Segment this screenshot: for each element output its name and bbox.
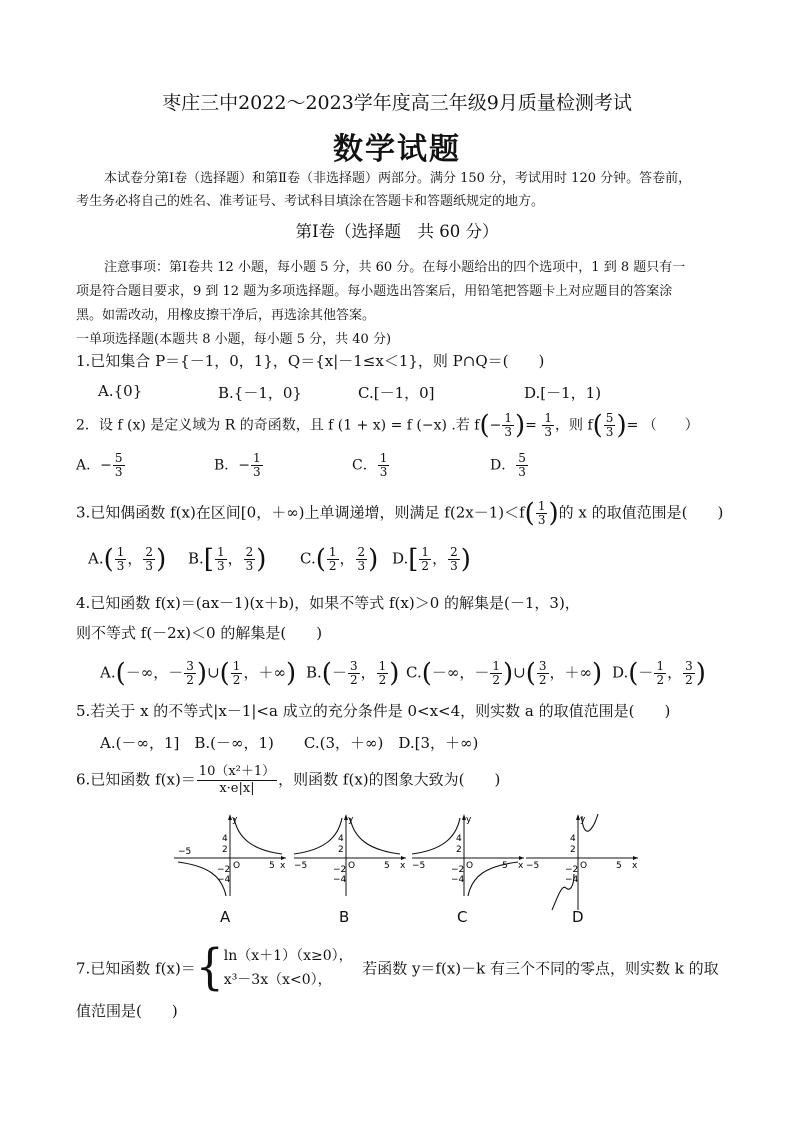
svg-text:O: O bbox=[348, 861, 356, 871]
q7-case-2: x³－3x（x<0）， bbox=[223, 972, 332, 988]
svg-text:O: O bbox=[233, 861, 241, 871]
notice-line-1: 注意事项：第Ⅰ卷共 12 小题，每小题 5 分，共 60 分。在每小题给出的四个选项中，1 到 8 题只有一 bbox=[104, 260, 686, 275]
q4-option-c: C.(－∞，－ $\frac{1}{2}$ )∪( $\frac{3}{2}$ ，＋∞) bbox=[406, 658, 603, 689]
svg-text:x: x bbox=[400, 861, 406, 871]
svg-text:2: 2 bbox=[570, 845, 576, 855]
subject-title: 数学试题 bbox=[333, 132, 461, 167]
q2-option-d: D． $\frac{5}{3}$ bbox=[490, 451, 526, 479]
q6-graph-d bbox=[522, 812, 640, 912]
q6-graph-label-d: D bbox=[572, 908, 584, 926]
q1-option-b: B.{－1，0} bbox=[218, 384, 302, 402]
q3-option-b: B.[ $\frac{1}{3}$ ， $\frac{2}{3}$ ) bbox=[188, 544, 267, 575]
svg-text:−2: −2 bbox=[217, 865, 231, 875]
q2-option-c: C． $\frac{1}{3}$ bbox=[352, 451, 388, 479]
exam-title: 枣庄三中2022～2023学年度高三年级9月质量检测考试 bbox=[162, 92, 632, 114]
svg-text:5: 5 bbox=[502, 861, 508, 871]
q4-option-b: B.(－ $\frac{3}{2}$ ， $\frac{1}{2}$ ) bbox=[306, 658, 400, 689]
svg-text:−4: −4 bbox=[565, 875, 579, 885]
svg-text:2: 2 bbox=[222, 845, 228, 855]
q5-options: A.(－∞，1] B.(－∞，1) C.(3，＋∞) D.[3，＋∞) bbox=[100, 734, 479, 752]
intro-line-2: 考生务必将自己的姓名、准考证号、考试科目填涂在答题卡和答题纸规定的地方。 bbox=[76, 194, 545, 209]
svg-text:y: y bbox=[580, 815, 586, 825]
svg-text:5: 5 bbox=[269, 861, 275, 871]
notice-line-3: 黑。如需改动，用橡皮擦干净后，再选涂其他答案。 bbox=[76, 308, 376, 323]
svg-text:−4: −4 bbox=[217, 875, 231, 885]
svg-text:y: y bbox=[348, 815, 354, 825]
q4-stem-2: 则不等式 f(－2x)＜0 的解集是( ) bbox=[76, 624, 323, 642]
q2-option-b: B．− $\frac{1}{3}$ bbox=[214, 451, 261, 479]
svg-text:−2: −2 bbox=[333, 865, 347, 875]
svg-text:−4: −4 bbox=[333, 875, 347, 885]
svg-text:−5: −5 bbox=[178, 847, 192, 857]
q4-option-d: D.(－ $\frac{1}{2}$ ， $\frac{3}{2}$ ) bbox=[612, 658, 706, 689]
svg-text:O: O bbox=[580, 861, 588, 871]
intro-line-1: 本试卷分第Ⅰ卷（选择题）和第Ⅱ卷（非选择题）两部分。满分 150 分，考试用时 120 分钟。答卷前， bbox=[104, 171, 692, 186]
svg-text:4: 4 bbox=[338, 834, 344, 844]
svg-text:−5: −5 bbox=[294, 861, 308, 871]
q7-stem-2: 值范围是( ) bbox=[76, 1002, 178, 1020]
q6-graph-a bbox=[170, 812, 288, 898]
q5-stem: 5.若关于 x 的不等式|x－1|<a 成立的充分条件是 0<x<4，则实数 a 的取值范围是( ) bbox=[76, 702, 671, 720]
q7-case-1: ln（x＋1）（x≥0）， bbox=[223, 948, 353, 964]
svg-text:2: 2 bbox=[456, 845, 462, 855]
q6-graph-c bbox=[408, 812, 526, 898]
svg-text:y: y bbox=[232, 815, 238, 825]
q3-option-d: D.[ $\frac{1}{2}$ ， $\frac{2}{3}$ ) bbox=[392, 544, 471, 575]
part-label: 一单项选择题(本题共 8 小题，每小题 5 分，共 40 分) bbox=[76, 332, 392, 347]
q3-option-a: A.( $\frac{1}{3}$ ， $\frac{2}{3}$ ) bbox=[88, 544, 167, 575]
notice-line-2: 项是符合题目要求，9 到 12 题为多项选择题。每小题选出答案后，用铅笔把答题卡上对应题目的答案涂 bbox=[76, 284, 673, 299]
svg-text:−2: −2 bbox=[565, 865, 579, 875]
q6-graph-label-c: C bbox=[457, 908, 468, 926]
q6-graph-b bbox=[290, 812, 408, 898]
q3-option-c: C.( $\frac{1}{2}$ ， $\frac{2}{3}$ ) bbox=[300, 544, 379, 575]
svg-text:2: 2 bbox=[338, 845, 344, 855]
svg-text:x: x bbox=[518, 861, 524, 871]
q1-option-a: A.{0} bbox=[98, 382, 143, 400]
q1-option-c: C.[－1，0] bbox=[358, 384, 435, 402]
q4-option-a: A.(－∞，－ $\frac{3}{2}$ )∪( $\frac{1}{2}$ ，＋∞) bbox=[100, 658, 297, 689]
q6-graph-label-a: A bbox=[220, 908, 231, 926]
svg-text:5: 5 bbox=[384, 861, 390, 871]
q7-stem: 7.已知函数 f(x)＝{ ln（x＋1）（x≥0）， x³－3x（x<0）， 若函数 y＝f(x)－k 有三个不同的零点，则实数 k 的取 bbox=[76, 939, 719, 996]
q6-graph-label-b: B bbox=[339, 908, 350, 926]
svg-text:−5: −5 bbox=[526, 861, 540, 871]
svg-text:x: x bbox=[280, 861, 286, 871]
svg-text:x: x bbox=[632, 861, 638, 871]
q4-stem-1: 4.已知函数 f(x)＝(ax－1)(x＋b)，如果不等式 f(x)＞0 的解集是(－1，3)， bbox=[76, 594, 580, 612]
q1-stem: 1.已知集合 P＝{－1，0，1}，Q＝{x|－1≤x＜1}，则 P∩Q＝( ) bbox=[76, 352, 545, 370]
q2-option-a: A．− $\frac{5}{3}$ bbox=[76, 451, 123, 479]
svg-text:−2: −2 bbox=[451, 865, 465, 875]
q2-stem: 2．设 f (x) 是定义域为 R 的奇函数，且 f (1 + x) = f (−x) .若 f(− $\frac{1}{3}$ )= $\frac{1}{3}$ ，则 f( $\frac{5}{3}$ )= （ ） bbox=[76, 410, 699, 441]
svg-text:4: 4 bbox=[456, 834, 462, 844]
svg-text:4: 4 bbox=[222, 834, 228, 844]
svg-text:−5: −5 bbox=[412, 861, 426, 871]
q1-option-d: D.[－1，1) bbox=[524, 384, 602, 402]
svg-text:5: 5 bbox=[616, 861, 622, 871]
svg-text:4: 4 bbox=[570, 834, 576, 844]
svg-text:O: O bbox=[466, 861, 474, 871]
svg-text:y: y bbox=[466, 815, 472, 825]
q6-stem: 6.已知函数 f(x)＝ $\frac{\text{10（x²＋1）}}{x\cdot e|x|}$ ，则函数 f(x)的图象大致为( ) bbox=[76, 764, 501, 796]
q3-stem: 3.已知偶函数 f(x)在区间[0，＋∞)上单调递增，则满足 f(2x－1)＜f( $\frac{1}{3}$ )的 x 的取值范围是( ) bbox=[76, 498, 724, 529]
section-title: 第Ⅰ卷（选择题 共 60 分） bbox=[295, 222, 499, 241]
svg-text:−4: −4 bbox=[451, 875, 465, 885]
